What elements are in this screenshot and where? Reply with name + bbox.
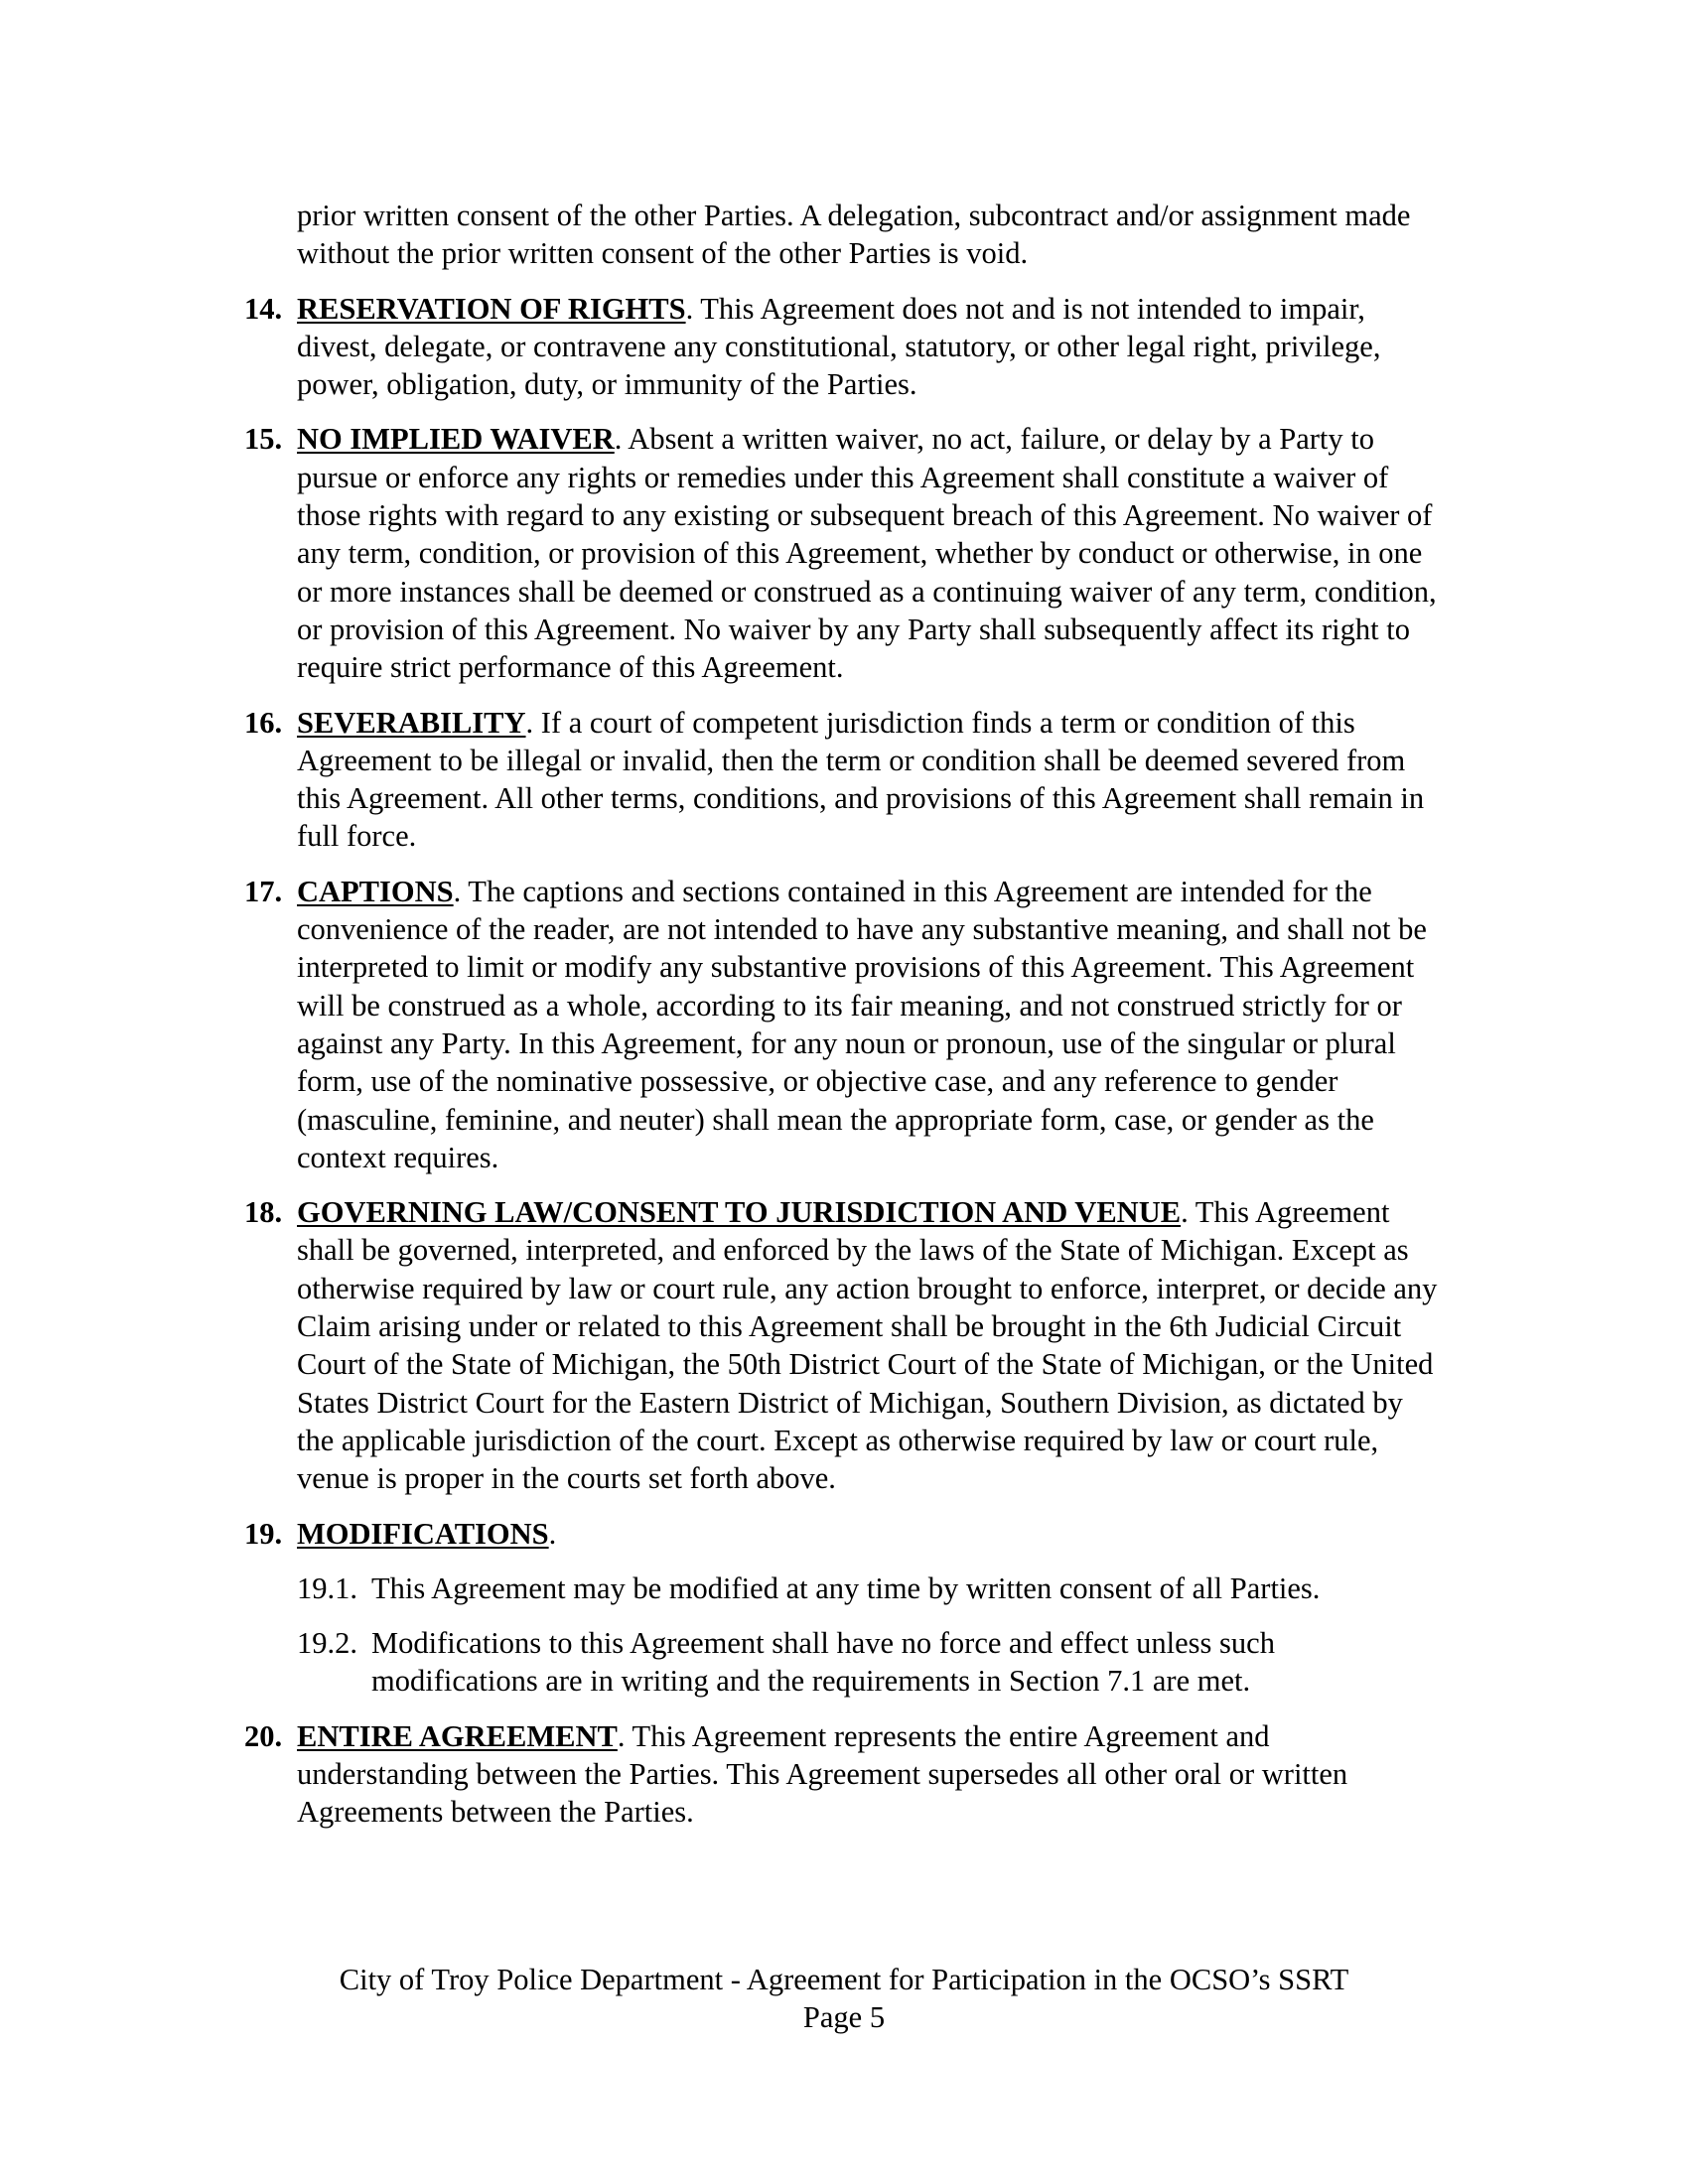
section-number: 20. [244,1718,283,1753]
page-footer [0,1961,1688,2037]
section-heading: SEVERABILITY [297,705,526,740]
section-body: . This Agreement represents the entire Agreement and understanding between the Parties. This Agreement supersedes all other oral or written Agreements between the Parties. [297,1718,1348,1830]
footer-page-number: Page 5 [802,2000,886,2035]
section-number: 19. [244,1516,283,1551]
section-body: . The captions and sections contained in this Agreement are intended for the convenience of the reader, are not intended to have any substantive meaning, and shall not be interpreted to limit or modify any substantive provisions of this Agreement. This Agreement will be construed as a whole, according to its fair meaning, and not construed strictly for or against any Party. In this Agreement, for any noun or pronoun, use of the singular or plural form, use of the nominative possessive, or objective case, and any reference to gender (masculine, feminine, and neuter) shall mean the appropriate form, case, or gender as the context requires. [297,874,1427,1174]
section-18 [244,1193,1441,1497]
section-heading: NO IMPLIED WAIVER [297,422,615,457]
subsection-number: 19.2. [297,1626,357,1661]
section-16 [244,704,1441,856]
section-number: 18. [244,1195,283,1230]
section-body: . Absent a written waiver, no act, failure, or delay by a Party to pursue or enforce any rights or remedies under this Agreement shall constitute a waiver of those rights with regard to any existing or subsequent breach of this Agreement. No waiver of any term, condition, or provision of this Agreement, whether by conduct or otherwise, in one or more instances shall be deemed or construed as a continuing waiver of any term, condition, or provision of this Agreement. No waiver by any Party shall subsequently affect its right to require strict performance of this Agreement. [297,422,1437,685]
intro-paragraph: prior written consent of the other Parties. A delegation, subcontract and/or assignment made without the prior written consent of the other Parties is void. [297,199,1411,271]
document-body [244,197,1441,1848]
section-17 [244,873,1441,1176]
footer-document-title: City of Troy Police Department - Agreement for Participation in the OCSO’s SSRT [339,1963,1349,1996]
section-19 [244,1515,1441,1553]
section-14 [244,290,1441,404]
section-body: . [548,1516,557,1551]
section-heading: CAPTIONS [297,874,454,908]
section-15 [244,420,1441,686]
section-number: 14. [244,291,283,326]
section-number: 15. [244,422,283,457]
subsection-text: This Agreement may be modified at any time by written consent of all Parties. [371,1570,1321,1605]
section-20 [244,1717,1441,1832]
section-number: 17. [244,874,283,908]
subsection-text: Modifications to this Agreement shall have no force and effect unless such modifications are in writing and the requirements in Section 7.1 are met. [371,1626,1275,1699]
section-heading: RESERVATION OF RIGHTS [297,291,686,326]
section-body: . This Agreement does not and is not intended to impair, divest, delegate, or contravene any constitutional, statutory, or other legal right, privilege, power, obligation, duty, or immunity of the Parties. [297,291,1381,402]
section-heading: GOVERNING LAW/CONSENT TO JURISDICTION AND VENUE [297,1195,1182,1230]
subsection-19-1 [244,1570,1441,1607]
section-heading: ENTIRE AGREEMENT [297,1718,618,1753]
section-body: . This Agreement shall be governed, interpreted, and enforced by the laws of the State of Michigan. Except as otherwise required by law or court rule, any action brought to enforce, interpret, or decide any Claim arising under or related to this Agreement shall be brought in the 6th Judicial Circuit Court of the State of Michigan, the 50th District Court of the State of Michigan, or the United States District Court for the Eastern District of Michigan, Southern Division, as dictated by the applicable jurisdiction of the court. Except as otherwise required by law or court rule, venue is proper in the courts set forth above. [297,1195,1438,1496]
section-heading: MODIFICATIONS [297,1516,549,1551]
section-number: 16. [244,705,283,740]
subsection-19-2 [244,1624,1441,1701]
section-body: . If a court of competent jurisdiction finds a term or condition of this Agreement to be illegal or invalid, then the term or condition shall be deemed severed from this Agreement. All other terms, conditions, and provisions of this Agreement shall remain in full force. [297,705,1425,854]
subsection-number: 19.1. [297,1570,357,1605]
